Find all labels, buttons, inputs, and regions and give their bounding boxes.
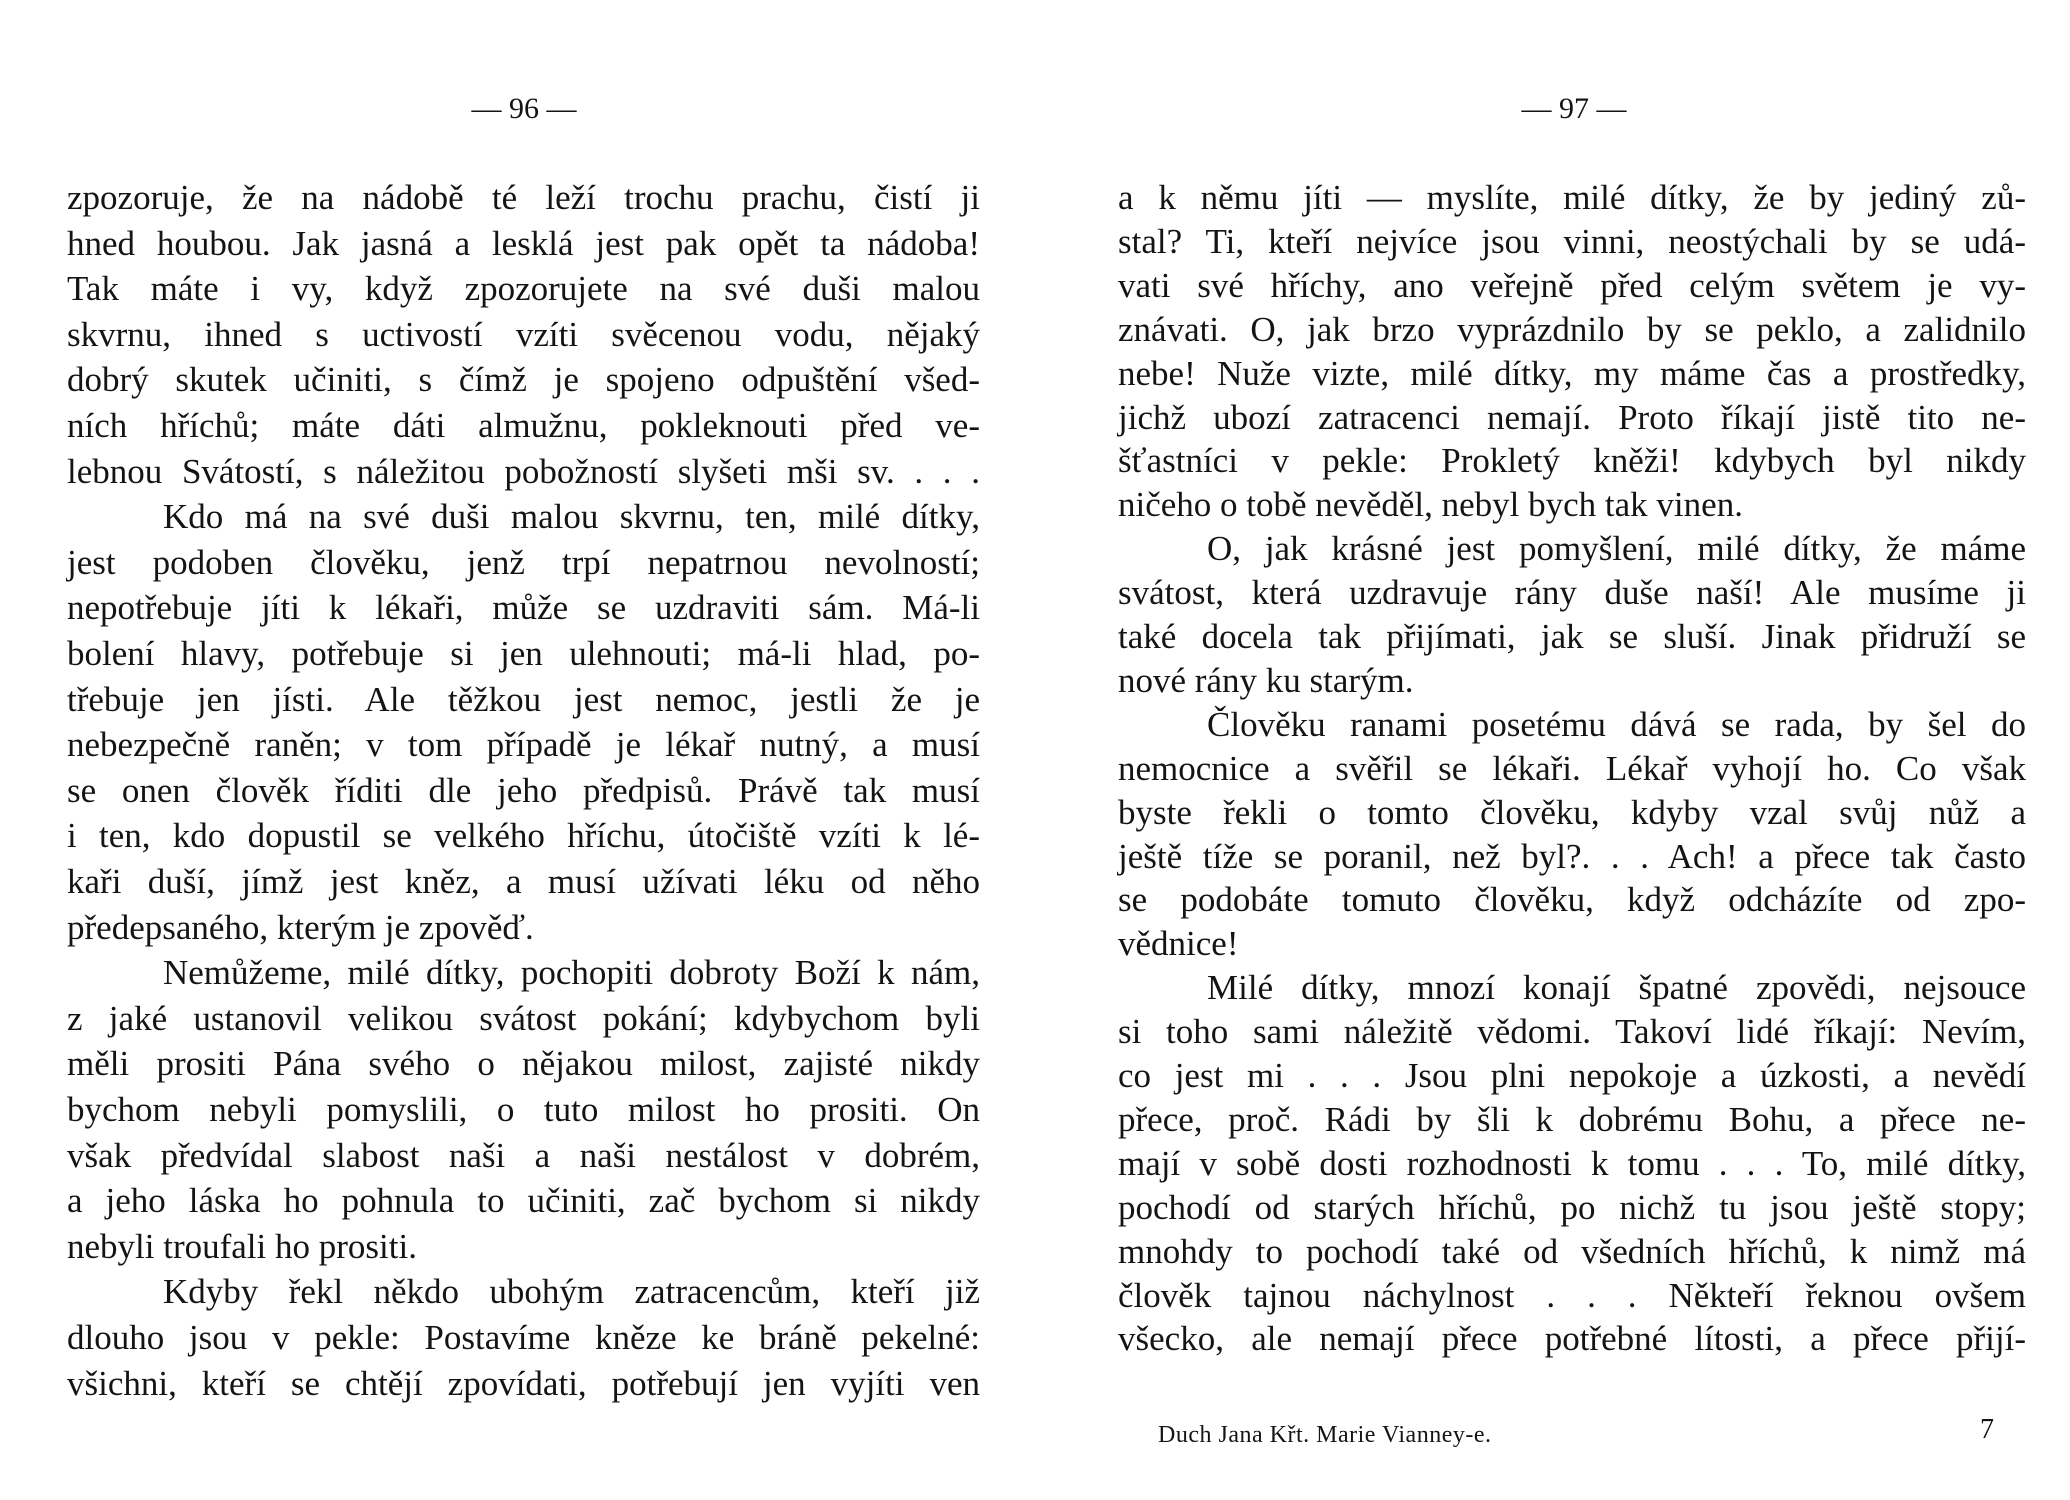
text-line: ještě tíže se poranil, než byl?. . . Ach! a přece tak často	[1118, 836, 2026, 876]
text-line: všecko, ale nemají přece potřebné lítosti, a přece přijí-	[1118, 1319, 2026, 1359]
text-line: také docela tak přijímati, jak se sluší. Jinak přidruží se	[1118, 617, 2026, 656]
text-line: se podobáte tomuto člověku, když odcházíte od zpo-	[1118, 880, 2026, 920]
text-line: O, jak krásné jest pomyšlení, milé dítky, že máme	[1207, 529, 2026, 569]
text-line: hned houbou. Jak jasná a lesklá jest pak opět ta nádoba!	[67, 223, 980, 263]
text-line: Kdo má na své duši malou skvrnu, ten, milé dítky,	[163, 497, 980, 537]
text-line: z jaké ustanovil velikou svátost pokání; kdybychom byli	[67, 998, 980, 1038]
text-line: nemocnice a svěřil se lékaři. Lékař vyhojí ho. Co však	[1118, 748, 2026, 788]
text-line: nebe! Nuže vizte, milé dítky, my máme čas a prostředky,	[1118, 353, 2026, 393]
text-line: jest podoben člověku, jenž trpí nepatrnou nevolností;	[67, 542, 980, 582]
text-line: ničeho o tobě nevěděl, nebyl bych tak vinen.	[1118, 485, 1743, 525]
text-line: Nemůžeme, milé dítky, pochopiti dobroty Boží k nám,	[163, 953, 980, 993]
text-line: mají v sobě dosti rozhodnosti k tomu . . . To, milé dítky,	[1118, 1143, 2026, 1183]
text-line: Milé dítky, mnozí konají špatné zpovědi, nejsouce	[1207, 968, 2026, 1008]
text-line: šťastníci v pekle: Prokletý kněži! kdybych byl nikdy	[1118, 441, 2026, 481]
text-line: jichž ubozí zatracenci nemají. Proto říkají jistě tito ne-	[1118, 397, 2026, 437]
text-line: přece, proč. Rádi by šli k dobrému Bohu, a přece ne-	[1118, 1099, 2026, 1139]
text-line: však předvídal slabost naši a naši nestálost v dobrém,	[67, 1135, 980, 1175]
text-line: i ten, kdo dopustil se velkého hříchu, útočiště vzíti k lé-	[67, 816, 980, 856]
text-line: vědnice!	[1118, 924, 1239, 964]
text-line: nové rány ku starým.	[1118, 660, 1414, 700]
signature-footer-title: Duch Jana Křt. Marie Vianney-e.	[1158, 1422, 1492, 1448]
text-line: se onen člověk říditi dle jeho předpisů. Právě tak musí	[67, 770, 980, 810]
text-line: dobrý skutek učiniti, s čímž je spojeno odpuštění všed-	[67, 360, 980, 400]
text-line: znávati. O, jak brzo vyprázdnilo by se peklo, a zalidnilo	[1118, 309, 2026, 349]
text-line: co jest mi . . . Jsou plni nepokoje a úzkosti, a nevědí	[1118, 1056, 2026, 1095]
text-line: mnohdy to pochodí také od všedních hříchů, k nimž má	[1118, 1231, 2026, 1271]
text-line: si toho sami náležitě vědomi. Takoví lidé říkají: Nevím,	[1118, 1012, 2026, 1052]
text-line: a jeho láska ho pohnula to učiniti, zač bychom si nikdy	[67, 1181, 980, 1221]
text-line: kaři duší, jímž jest kněz, a musí užívati léku od něho	[67, 862, 980, 901]
text-line: člověk tajnou náchylnost . . . Někteří řeknou ovšem	[1118, 1275, 2026, 1315]
text-line: stal? Ti, kteří nejvíce jsou vinni, neostýchali by se udá-	[1118, 221, 2026, 261]
right-page	[1035, 0, 2070, 1500]
page-number-header: — 97 —	[1521, 92, 1627, 125]
text-line: svátost, která uzdravuje rány duše naší! Ale musíme ji	[1118, 573, 2026, 613]
text-line: nepotřebuje jíti k lékaři, může se uzdraviti sám. Má-li	[67, 588, 980, 628]
signature-mark: 7	[1980, 1414, 1994, 1445]
text-line: měli prositi Pána svého o nějakou milost, zajisté nikdy	[67, 1044, 980, 1084]
text-line: Kdyby řekl někdo ubohým zatracencům, kteří již	[163, 1272, 980, 1312]
text-line: předepsaného, kterým je zpověď.	[67, 907, 534, 947]
text-line: bychom nebyli pomyslili, o tuto milost ho prositi. On	[67, 1090, 980, 1129]
text-line: nebezpečně raněn; v tom případě je lékař nutný, a musí	[67, 725, 980, 765]
text-line: Tak máte i vy, když zpozorujete na své duši malou	[67, 269, 980, 309]
text-line: zpozoruje, že na nádobě té leží trochu prachu, čistí ji	[67, 178, 980, 217]
text-line: ních hříchů; máte dáti almužnu, pokleknouti před ve-	[67, 406, 980, 445]
text-line: skvrnu, ihned s uctivostí vzíti svěcenou vodu, nějaký	[67, 314, 980, 354]
text-line: nebyli troufali ho prositi.	[67, 1226, 417, 1266]
text-line: lebnou Svátostí, s náležitou pobožností slyšeti mši sv. . . .	[67, 451, 980, 491]
text-line: všichni, kteří se chtějí zpovídati, potřebují jen vyjíti ven	[67, 1363, 980, 1403]
text-line: bolení hlavy, potřebuje si jen ulehnouti; má-li hlad, po-	[67, 634, 980, 673]
text-line: dlouho jsou v pekle: Postavíme kněze ke bráně pekelné:	[67, 1318, 980, 1357]
text-line: pochodí od starých hříchů, po nichž tu jsou ještě stopy;	[1118, 1187, 2026, 1227]
text-line: byste řekli o tomto člověku, kdyby vzal svůj nůž a	[1118, 792, 2026, 832]
text-line: vati své hříchy, ano veřejně před celým světem je vy-	[1118, 265, 2026, 305]
text-line: Člověku ranami posetému dává se rada, by šel do	[1207, 704, 2026, 744]
text-line: a k němu jíti — myslíte, milé dítky, že by jediný zů-	[1118, 178, 2026, 217]
page-number-header: — 96 —	[471, 92, 577, 125]
text-line: třebuje jen jísti. Ale těžkou jest nemoc, jestli že je	[67, 679, 980, 719]
